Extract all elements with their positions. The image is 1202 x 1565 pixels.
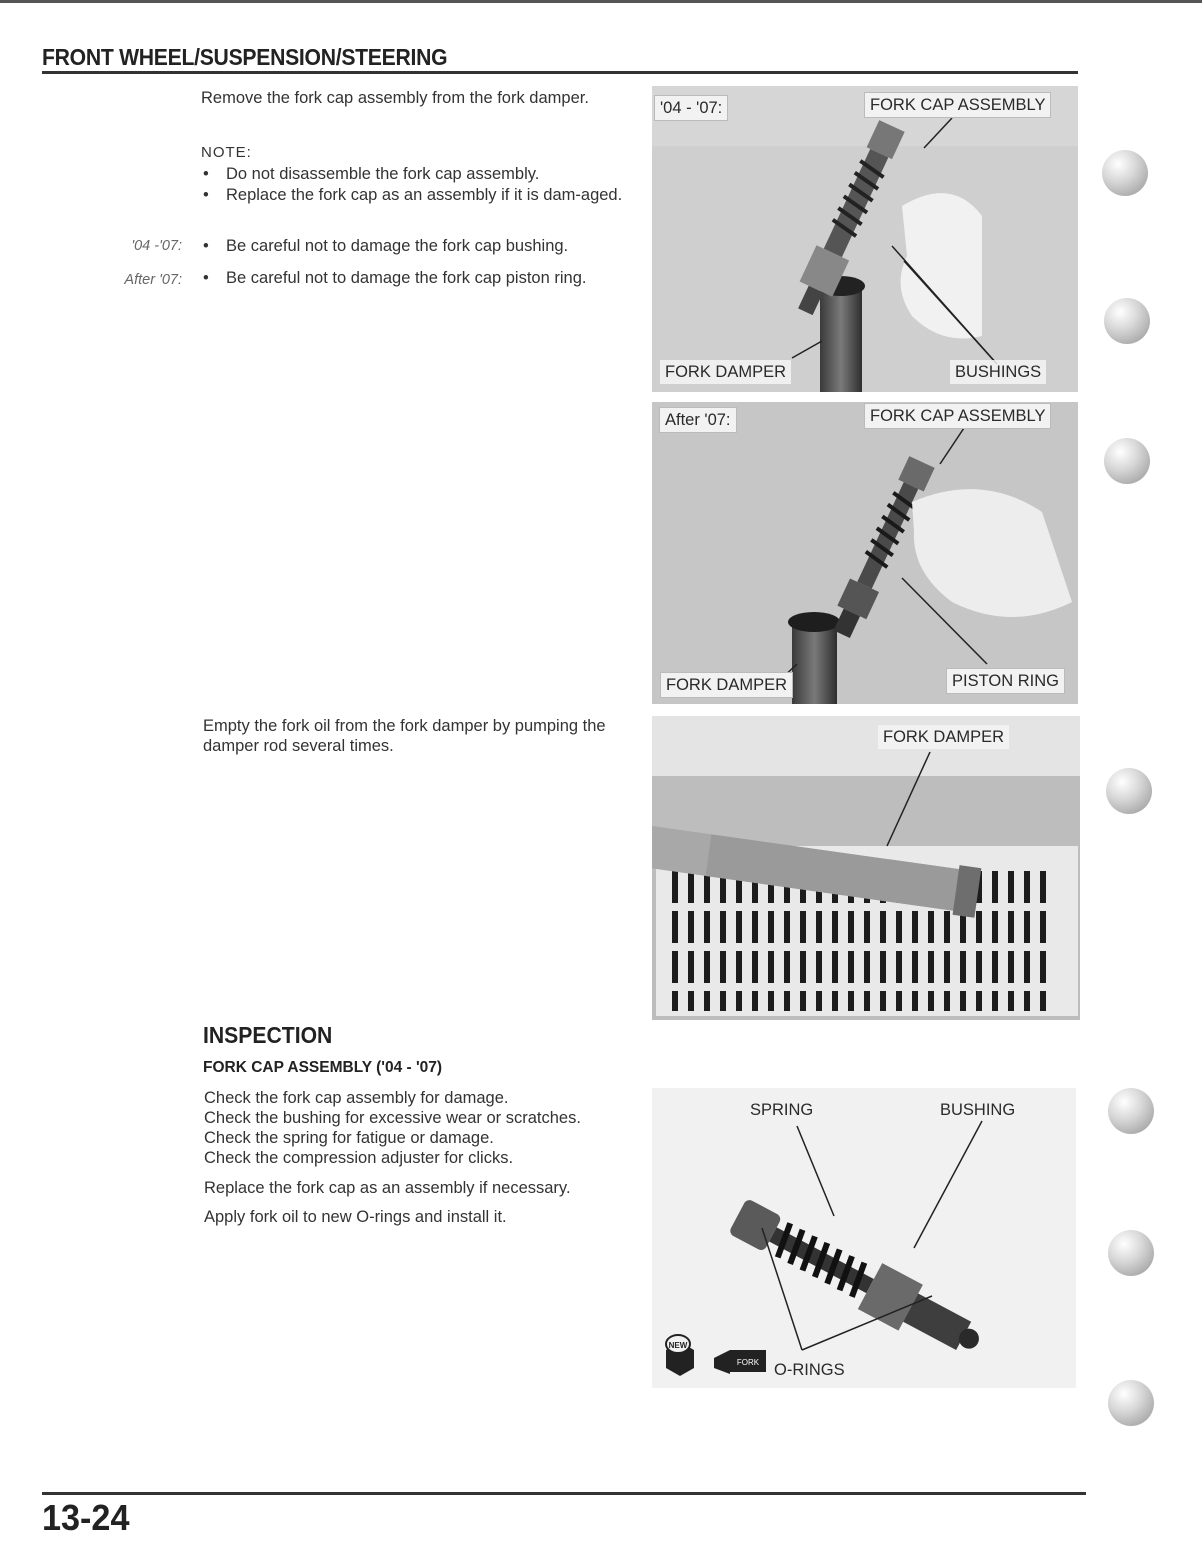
- callout-fork-cap-assembly: FORK CAP ASSEMBLY: [864, 403, 1051, 429]
- section-tab-marker: [1108, 1230, 1154, 1276]
- photo-fork-cap-removal: [652, 86, 1078, 392]
- callout-piston-ring: PISTON RING: [946, 668, 1065, 694]
- figure-fork-cap-parts: [652, 1088, 1076, 1388]
- page-number: 13-24: [42, 1497, 130, 1538]
- callout-o-rings: O-RINGS: [774, 1361, 845, 1379]
- note-label: NOTE:: [201, 144, 252, 161]
- side-note-years: After '07:: [124, 272, 182, 288]
- check-item: Check the compression adjuster for clicks.: [204, 1149, 514, 1167]
- intro-text: Remove the fork cap assembly from the fork damper.: [201, 89, 589, 107]
- figure-year-label: After '07:: [659, 407, 737, 433]
- fork-badge-text: FORK: [736, 1358, 760, 1367]
- section-tab-marker: [1104, 298, 1150, 344]
- note-item: [203, 268, 666, 288]
- section-tab-marker: [1108, 1088, 1154, 1134]
- new-badge-text: NEW: [668, 1341, 688, 1350]
- top-edge-rule: [0, 0, 1202, 3]
- note-item: [203, 185, 666, 205]
- figure-fork-cap-removal-after-07: [652, 402, 1078, 704]
- note-item: [203, 236, 666, 256]
- section-tab-marker: [1102, 150, 1148, 196]
- section-tab-marker: [1104, 438, 1150, 484]
- apply-oil-text: Apply fork oil to new O-rings and install it.: [204, 1208, 507, 1226]
- empty-oil-text: Empty the fork oil from the fork damper by pumping the damper rod several times.: [203, 717, 606, 755]
- figure-empty-fork-oil: [652, 716, 1080, 1020]
- bullet-glyph: •: [203, 269, 209, 287]
- new-part-icon: [666, 1335, 694, 1376]
- inspection-subheading: FORK CAP ASSEMBLY ('04 - '07): [203, 1059, 443, 1076]
- callout-fork-damper: FORK DAMPER: [660, 360, 791, 384]
- title-rule: [42, 71, 1078, 74]
- figure-year-label: '04 - '07:: [654, 95, 728, 121]
- footer-rule: [42, 1492, 1086, 1495]
- section-tab-marker: [1106, 768, 1152, 814]
- callout-fork-damper: FORK DAMPER: [660, 672, 793, 698]
- note-text: Do not disassemble the fork cap assembly.: [226, 165, 540, 183]
- callout-bushings: BUSHINGS: [950, 360, 1046, 384]
- check-item: Check the fork cap assembly for damage.: [204, 1089, 509, 1107]
- note-text: Replace the fork cap as an assembly if it is dam-aged.: [226, 186, 623, 204]
- section-title: FRONT WHEEL/SUSPENSION/STEERING: [42, 44, 448, 70]
- inspection-heading: INSPECTION: [203, 1022, 333, 1048]
- check-item: Check the bushing for excessive wear or scratches.: [204, 1109, 581, 1127]
- bullet-glyph: •: [203, 237, 209, 255]
- photo-draining-tray: [652, 716, 1080, 1020]
- side-note-years: '04 -'07:: [131, 238, 182, 254]
- note-text: Be careful not to damage the fork cap piston ring.: [226, 269, 587, 287]
- figure-fork-cap-removal-04-07: [652, 86, 1078, 392]
- callout-fork-cap-assembly: FORK CAP ASSEMBLY: [864, 92, 1051, 118]
- photo-fork-cap-removal-after-07: [652, 402, 1078, 704]
- callout-spring: SPRING: [750, 1101, 814, 1119]
- callout-bushing: BUSHING: [940, 1101, 1016, 1119]
- replace-text: Replace the fork cap as an assembly if necessary.: [204, 1179, 571, 1197]
- photo-fork-cap-assembly-parts: [652, 1088, 1076, 1388]
- note-text: Be careful not to damage the fork cap bushing.: [226, 237, 569, 255]
- note-item: [203, 164, 666, 184]
- bullet-glyph: •: [203, 165, 209, 183]
- callout-fork-damper: FORK DAMPER: [878, 725, 1009, 749]
- bullet-glyph: •: [203, 186, 209, 204]
- check-item: Check the spring for fatigue or damage.: [204, 1129, 494, 1147]
- section-tab-marker: [1108, 1380, 1154, 1426]
